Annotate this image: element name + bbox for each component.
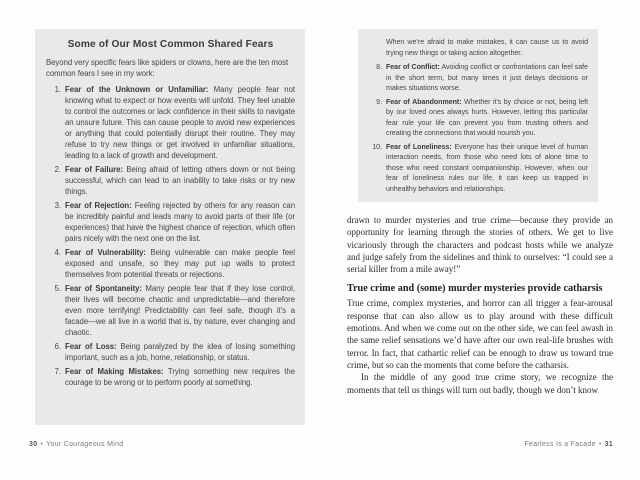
section-heading: True crime and (some) murder mysteries provide catharsis — [347, 283, 603, 295]
fear-item-text: Many people fear not knowing what to expect or how events will unfold. They feel unable to control the outcomes or lack confidence in their skills to navigate an unsure future. This can cause people to avoid new experiences or anything that could potentially disrupt their routine. They may refuse to try new things or get involved in unfamiliar situations, leading to a lack of growth and development. — [65, 85, 295, 160]
fear-item-number: 1. — [54, 85, 61, 94]
body-paragraph: In the middle of any good true crime story, we recognize the moments that tell us things will turn out badly, though we don’t know — [347, 372, 613, 395]
fear-item-label: Fear of Conflict: — [386, 63, 440, 71]
fear-item-3 — [46, 200, 295, 244]
fear-item-6 — [46, 341, 295, 363]
fear-item-text: Being vulnerable can make people feel exposed and unsafe, so they may put up walls to protect themselves from potential threats or rejections. — [65, 248, 295, 279]
book-title: Your Courageous Mind — [46, 441, 124, 448]
fears-box-title: Some of Our Most Common Shared Fears — [67, 39, 274, 50]
fear-item-body — [65, 341, 295, 363]
fear-item-5 — [46, 283, 295, 338]
fear-item-label: Fear of Abandonment: — [386, 97, 462, 106]
left-page-number: 30 — [29, 441, 38, 448]
footer-separator: • — [40, 441, 44, 448]
fear-item-4 — [46, 247, 295, 280]
fear-item-number: 9. — [376, 97, 382, 106]
fear-item-label: Fear of Loss: — [65, 342, 117, 351]
fear-item-label: Fear of Spontaneity: — [65, 284, 142, 293]
shared-fears-box — [35, 29, 305, 425]
fear-item-number: 10. — [372, 142, 382, 151]
fear-item-body — [386, 97, 588, 139]
fear-item-body — [65, 200, 295, 244]
fear-item-1 — [46, 84, 295, 161]
shared-fears-box-continued — [358, 29, 598, 202]
chapter-title: Fearless Is a Facade — [524, 441, 596, 448]
fear-item-label: Fear of Vulnerability: — [65, 248, 146, 257]
fear-item-8 — [368, 62, 588, 94]
fear-item-10 — [368, 142, 588, 195]
body-paragraph: True crime, complex mysteries, and horror can all trigger a fear-arousal response that can also allow us to play around with these difficult emotions. And when we come out on the other side, we can feel awash in the same relief sensations we’d have after our own real-life brushes with terror. In fact, that cathartic relief can be enough to draw us toward true crime, but so can the moments that come before the catharsis. — [347, 298, 613, 370]
fears-box-intro: Beyond very specific fears like spiders or clowns, here are the ten most common fears I see in my work: — [46, 58, 289, 78]
fear-item-body — [65, 366, 295, 388]
body-text — [347, 214, 613, 396]
fear-item-body — [386, 142, 588, 195]
fear-item-body — [65, 247, 295, 280]
right-page-number: 31 — [604, 441, 613, 448]
fear-item-label: Fear of Making Mistakes: — [65, 367, 164, 376]
fear-item-2 — [46, 164, 295, 197]
fear-item-body — [65, 164, 295, 197]
fear-item-text: Being afraid of letting others down or not being successful, which can lead to an inability to take risks or try new things. — [65, 165, 295, 196]
fear-item-text: Whether it’s by choice or not, being left by our loved ones always hurts. However, letting this particular fear rule your life can prevent you from trusting others and creating the connections that would nourish you. — [386, 97, 588, 137]
fear-item-label: Fear of Failure: — [65, 165, 123, 174]
fear-item-number: 8. — [376, 63, 382, 71]
right-page-footer — [347, 441, 613, 448]
fear-item-7-continuation: When we’re afraid to make mistakes, it can cause us to avoid trying new things or taking action altogether. — [386, 38, 588, 57]
fear-item-label: Fear of the Unknown or Unfamiliar: — [65, 85, 209, 94]
fear-item-label: Fear of Rejection: — [65, 201, 132, 210]
fear-item-text: Trying something new requires the courage to be wrong or to perform poorly at something. — [65, 367, 295, 387]
right-page-column — [347, 29, 613, 396]
fear-item-text: Avoiding conflict or confrontations can feel safe in the short term, but many times it just delays decisions or makes situations worse. — [386, 63, 588, 92]
fear-item-text: Many people fear that if they lose control, their lives will become chaotic and unpredictable—and therefore even more terrifying! Predictability can feel safe, though it’s a facade—we all live in a world that is, by nature, ever changing and chaotic. — [65, 284, 295, 337]
fear-item-text: Being paralyzed by the idea of losing something important, such as a job, home, relationship, or status. — [65, 342, 295, 362]
fear-item-number: 7. — [54, 367, 61, 376]
fear-item-9 — [368, 97, 588, 139]
fear-item-number: 5. — [54, 284, 61, 293]
fear-item-number: 2. — [54, 165, 61, 174]
fear-item-text: Everyone has their unique level of human interaction needs, from those who need lots of alone time to those who need constant companionship. However, when our fear of loneliness rules our life, it can keep us trapped in unhealthy behaviors and relationships. — [386, 142, 588, 193]
fear-item-number: 3. — [54, 201, 61, 210]
footer-separator: • — [598, 441, 602, 448]
left-page-footer — [29, 441, 124, 448]
fear-item-7 — [46, 366, 295, 388]
fear-item-text: Feeling rejected by others for any reason can be incredibly painful and leads many to avoid parts of their life (or experiences) that have the highest chance of rejection, which often pairs nicely with the next one on the list. — [65, 201, 296, 243]
body-paragraph: drawn to murder mysteries and true crime—because they provide an opportunity for learning through the stories of others. We get to live vicariously through the characters and podcast hosts while we analyze and judge safely from the sidelines and think to ourselves: “I could see a serial killer from a mile away!” — [347, 215, 613, 275]
fear-item-label: Fear of Loneliness: — [386, 142, 452, 151]
fear-item-number: 4. — [54, 248, 61, 257]
fear-item-body — [386, 62, 588, 94]
fear-item-body — [65, 84, 295, 161]
fear-item-body — [65, 283, 295, 338]
fear-item-number: 6. — [54, 342, 61, 351]
